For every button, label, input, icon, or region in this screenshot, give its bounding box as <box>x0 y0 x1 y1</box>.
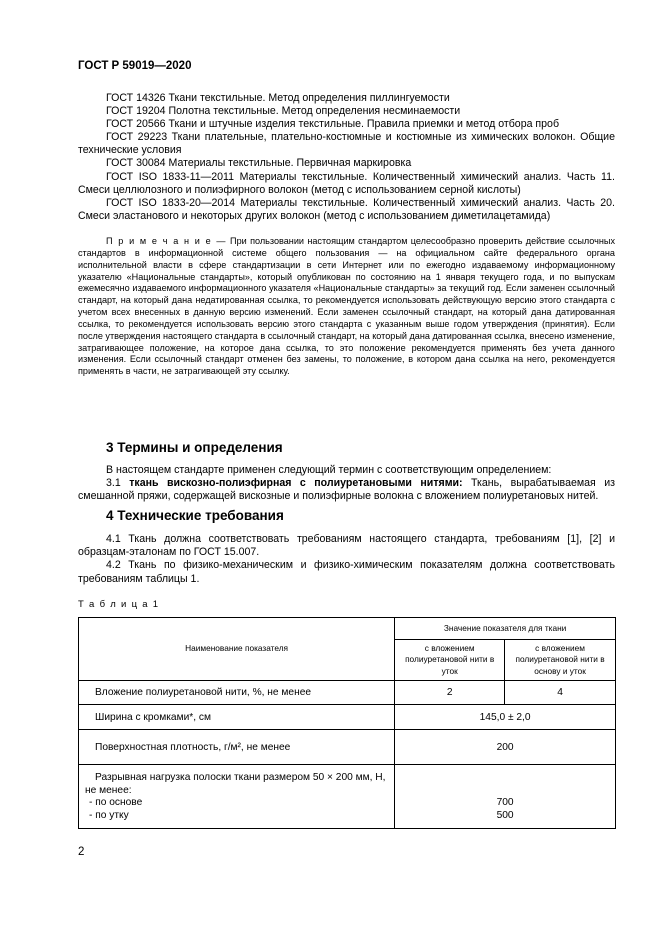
row-value: 145,0 ± 2,0 <box>395 705 616 730</box>
term-name: ткань вискозно-полиэфирная с полиуретановыми нитями: <box>129 477 463 490</box>
row-name <box>79 765 395 829</box>
requirements-table <box>78 617 616 829</box>
term-number: 3.1 <box>106 477 121 490</box>
col-b-header: с вложением полиуретановой нити в основу и уток <box>505 640 616 681</box>
row-name-line: Разрывная нагрузка полоски ткани размером 50 × 200 мм, Н, <box>95 772 386 783</box>
table-row <box>79 681 616 705</box>
row-value-line: 500 <box>496 809 514 821</box>
row-name: Вложение полиуретановой нити, %, не менее <box>79 681 395 705</box>
note-block <box>78 236 615 378</box>
row-value: 200 <box>395 730 616 765</box>
section-4-p1: 4.1 Ткань должна соответствовать требованиям настоящего стандарта, требованиям [1], [2] и образцам-эталонам по ГОСТ 15.007. <box>78 533 615 559</box>
col-group-header: Значение показателя для ткани <box>395 618 616 640</box>
col-name-header: Наименование показателя <box>79 618 395 681</box>
note-label: П р и м е ч а н и е — <box>106 236 227 246</box>
table-row <box>79 705 616 730</box>
note-text: При пользовании настоящим стандартом целесообразно проверить действие ссылочных стандартов в информационной системе общего пользования — на официальном сайте федерального органа исполнительной власти в сфере стандартизации в сети Интернет или по ежегодно издаваемому информационному указателю «Национальные стандарты», который опубликован по состоянию на 1 января текущего года, и по выпускам ежемесячно издаваемого информационного указателя «Национальные стандарты» за текущий год. Если заменен ссылочный стандарт, на который дана недатированная ссылка, то рекомендуется использовать действующую версию этого стандарта с учетом всех внесенных в данную версию изменений. Если заменен ссылочный стандарт, на который дана датированная ссылка, то рекомендуется использовать версию этого стандарта с указанным выше годом утверждения (принятия). Если после утверждения настоящего стандарта в ссылочный стандарт, на который дана датированная ссылка, внесено изменение, затрагивающее положение, на которое дана ссылка, то это положение рекомендуется применять без учета данного изменения. Если ссылочный стандарт отменен без замены, то положение, в котором дана ссылка на него, рекомендуется применять в части, не затрагивающей эту ссылку. <box>78 236 616 377</box>
section-4-title: 4 Технические требования <box>106 508 284 523</box>
row-value-a: 2 <box>395 681 505 705</box>
row-value-line: 700 <box>496 797 514 808</box>
section-4-p2: 4.2 Ткань по физико-механическим и физико-химическим показателям должна соответствовать требованиям таблицы 1. <box>78 559 615 585</box>
ref-item: ГОСТ 14326 Ткани текстильные. Метод определения пиллингуемости <box>106 92 450 104</box>
section-4-body <box>78 533 615 586</box>
row-name: Поверхностная плотность, г/м², не менее <box>79 730 395 765</box>
page-number: 2 <box>78 846 85 858</box>
table-caption: Т а б л и ц а 1 <box>78 599 160 610</box>
ref-item: ГОСТ 29223 Ткани плательные, плательно-костюмные и костюмные из химических волокон. Общие технические условия <box>78 131 615 157</box>
table-header-row <box>79 618 616 640</box>
section-3-intro: В настоящем стандарте применен следующий термин с соответствующим определением: <box>106 464 552 476</box>
table-row <box>79 730 616 765</box>
ref-item: ГОСТ 19204 Полотна текстильные. Метод определения несминаемости <box>106 105 461 118</box>
section-3-body <box>78 464 615 504</box>
table-row <box>79 765 616 829</box>
ref-item: ГОСТ 20566 Ткани и штучные изделия текстильные. Правила приемки и метод отбора проб <box>106 118 560 131</box>
row-value-b: 4 <box>505 681 616 705</box>
ref-item: ГОСТ 30084 Материалы текстильные. Первичная маркировка <box>106 157 412 170</box>
row-sub-item: - по основе <box>89 797 143 808</box>
row-name-line: не менее: <box>85 784 132 796</box>
row-name: Ширина с кромками*, см <box>79 705 395 730</box>
term-definition: Ткань, вырабатываемая из смешанной пряжи, содержащей вискозные и полиэфирные волокна с вложением полиуретановых нитей. <box>78 477 615 503</box>
document-header: ГОСТ Р 59019—2020 <box>78 60 192 72</box>
row-value <box>395 765 616 829</box>
col-a-header: с вложением полиуретановой нити в уток <box>395 640 505 681</box>
ref-item: ГОСТ ISO 1833-20—2014 Материалы текстильные. Количественный химический анализ. Часть 20. Смеси эластанового и некоторых других волокон (метод с использованием диметилацетамида) <box>78 196 615 222</box>
ref-item: ГОСТ ISO 1833-11—2011 Материалы текстильные. Количественный химический анализ. Часть 11. Смеси целлюлозного и полиэфирного волокон (метод с использованием серной кислоты) <box>78 170 615 196</box>
section-3-title: 3 Термины и определения <box>106 440 283 455</box>
normative-references <box>78 92 615 223</box>
row-sub-item: - по утку <box>89 809 129 821</box>
